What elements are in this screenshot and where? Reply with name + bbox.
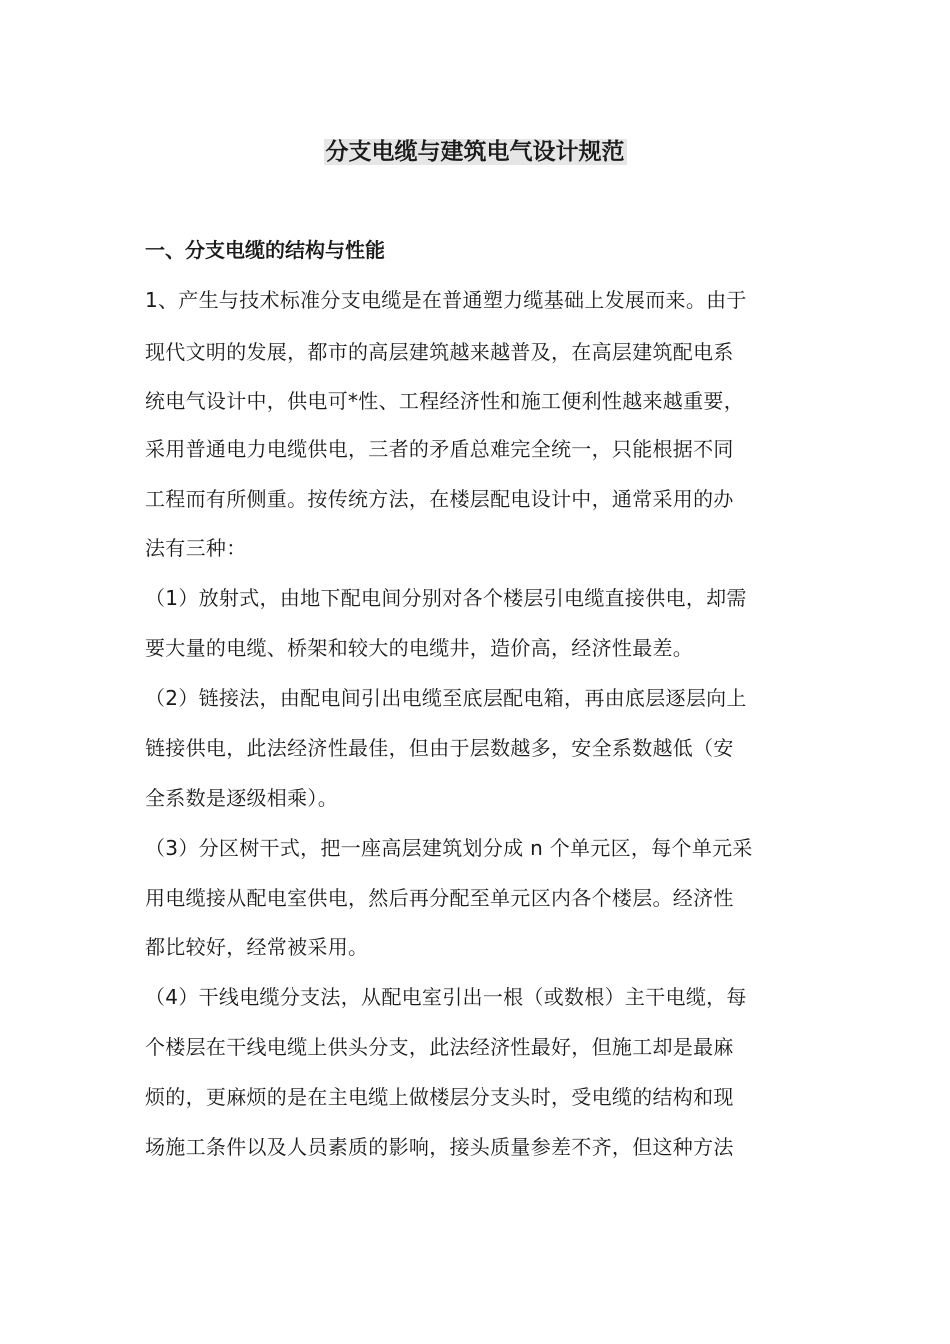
paragraph-line: 全系数是逐级相乘）。: [145, 786, 338, 810]
paragraph-line: 现代文明的发展，都市的高层建筑越来越普及，在高层建筑配电系: [145, 340, 734, 364]
paragraph-line: 场施工条件以及人员素质的影响，接头质量参差不齐，但这种方法: [145, 1135, 734, 1159]
paragraph-line: （4）干线电缆分支法，从配电室引出一根（或数根）主干电缆，每: [145, 985, 747, 1009]
paragraph-line: 都比较好，经常被采用。: [145, 935, 369, 959]
paragraph-line: 法有三种：: [145, 536, 247, 560]
paragraph-line: 要大量的电缆、桥架和较大的电缆井，造价高，经济性最差。: [145, 636, 694, 660]
section-heading: 一、分支电缆的结构与性能: [145, 238, 385, 262]
paragraph-line: （3）分区树干式，把一座高层建筑划分成 n 个单元区，每个单元采: [145, 836, 753, 860]
paragraph-line: 用电缆接从配电室供电，然后再分配至单元区内各个楼层。经济性: [145, 886, 734, 910]
paragraph-line: 烦的，更麻烦的是在主电缆上做楼层分支头时，受电缆的结构和现: [145, 1085, 734, 1109]
paragraph-line: 1、产生与技术标准分支电缆是在普通塑力缆基础上发展而来。由于: [145, 288, 747, 312]
paragraph-line: （1）放射式，由地下配电间分别对各个楼层引电缆直接供电，却需: [145, 586, 747, 610]
paragraph-line: 个楼层在干线电缆上供头分支，此法经济性最好，但施工却是最麻: [145, 1035, 734, 1059]
paragraph-line: （2）链接法，由配电间引出电缆至底层配电箱，再由底层逐层向上: [145, 686, 747, 710]
paragraph-line: 链接供电，此法经济性最佳，但由于层数越多，安全系数越低（安: [145, 736, 734, 760]
paragraph-line: 工程而有所侧重。按传统方法，在楼层配电设计中，通常采用的办: [145, 487, 734, 511]
paragraph-line: 统电气设计中，供电可*性、工程经济性和施工便利性越来越重要，: [145, 389, 744, 413]
document-title: 分支电缆与建筑电气设计规范: [325, 139, 625, 165]
paragraph-line: 采用普通电力电缆供电，三者的矛盾总难完全统一，只能根据不同: [145, 437, 734, 461]
